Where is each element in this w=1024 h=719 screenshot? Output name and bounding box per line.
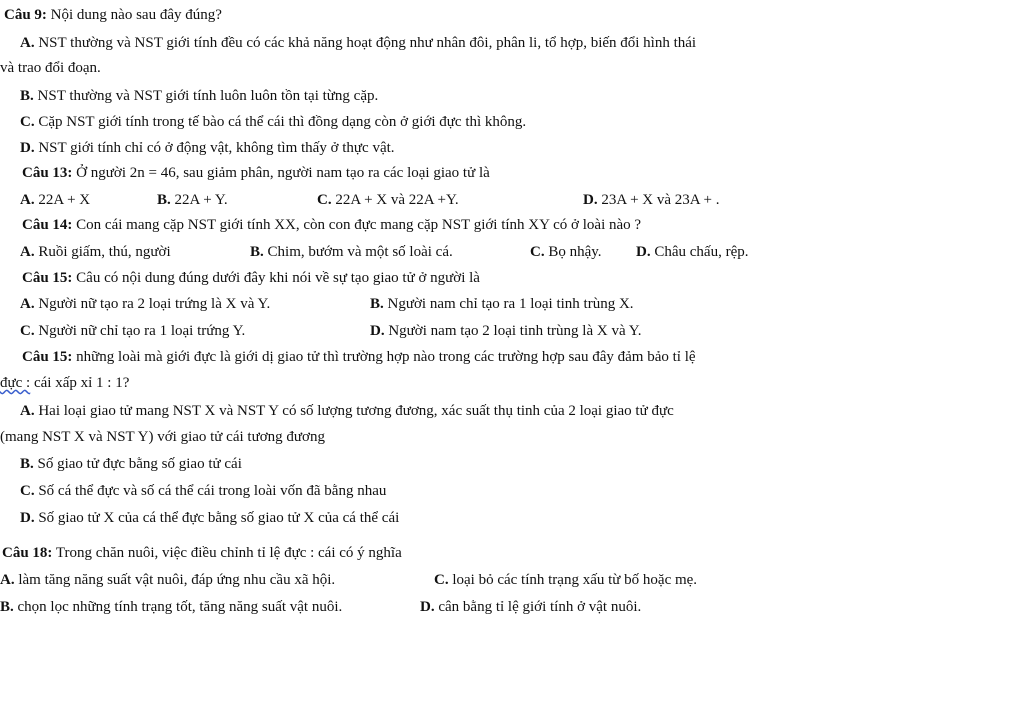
- q15b-c-label: C.: [20, 483, 35, 499]
- q9-c-label: C.: [20, 114, 35, 130]
- q13-option-d[interactable]: [583, 191, 720, 209]
- q14-c-label: C.: [530, 244, 545, 260]
- q9-option-a[interactable]: [20, 34, 696, 52]
- q15a-option-a[interactable]: [20, 295, 270, 313]
- q9-a-label: A.: [20, 35, 35, 51]
- q15b-c-text: Số cá thể đực và số cá thể cái trong loài vốn đã bằng nhau: [38, 483, 387, 499]
- q15b-stem-cont: [0, 374, 129, 392]
- q15b-d-text: Số giao tử X của cá thể đực bằng số giao tử X của cá thể cái: [38, 510, 400, 526]
- q15a-option-c[interactable]: [20, 322, 245, 340]
- q14-a-text: Ruồi giấm, thú, người: [38, 244, 171, 260]
- q14-option-c[interactable]: [530, 243, 602, 261]
- q13-c-text: 22A + X và 22A +Y.: [335, 192, 459, 208]
- q14-b-label: B.: [250, 244, 264, 260]
- q9-stem: [4, 6, 222, 24]
- q15a-label: Câu 15:: [22, 270, 73, 286]
- q15a-d-text: Người nam tạo 2 loại tinh trùng là X và Y.: [388, 323, 642, 339]
- q18-label: Câu 18:: [2, 545, 53, 561]
- q9-a-text-1: NST thường và NST giới tính đều có các khả năng hoạt động như nhân đôi, phân li, tổ hợp, biến đổi hình thái: [38, 35, 697, 51]
- q15b-a-text-2: (mang NST X và NST Y) với giao tử cái tương đương: [0, 429, 325, 445]
- q9-option-b[interactable]: [20, 87, 378, 105]
- q15a-c-label: C.: [20, 323, 35, 339]
- q18-c-label: C.: [434, 572, 449, 588]
- q15a-option-d[interactable]: [370, 322, 641, 340]
- q15a-c-text: Người nữ chỉ tạo ra 1 loại trứng Y.: [38, 323, 246, 339]
- q13-a-text: 22A + X: [38, 192, 91, 208]
- q18-b-label: B.: [0, 599, 14, 615]
- q18-text: Trong chăn nuôi, việc điều chỉnh tỉ lệ đực : cái có ý nghĩa: [55, 545, 402, 561]
- q15b-label: Câu 15:: [22, 349, 73, 365]
- q9-b-label: B.: [20, 88, 34, 104]
- q18-b-text: chọn lọc những tính trạng tốt, tăng năng suất vật nuôi.: [17, 599, 343, 615]
- q15b-b-label: B.: [20, 456, 34, 472]
- q15b-text-2a: đực :: [0, 375, 31, 391]
- q14-label: Câu 14:: [22, 217, 73, 233]
- q13-d-text: 23A + X và 23A + .: [601, 192, 720, 208]
- q14-stem: [22, 216, 641, 234]
- q14-option-b[interactable]: [250, 243, 453, 261]
- q15a-a-label: A.: [20, 296, 35, 312]
- q13-option-b[interactable]: [157, 191, 228, 209]
- q15a-b-label: B.: [370, 296, 384, 312]
- q15a-option-b[interactable]: [370, 295, 634, 313]
- q14-option-a[interactable]: [20, 243, 171, 261]
- q13-option-a[interactable]: [20, 191, 90, 209]
- q15b-option-d[interactable]: [20, 509, 399, 527]
- q18-option-a[interactable]: [0, 571, 335, 589]
- q18-option-d[interactable]: [420, 598, 641, 616]
- q14-a-label: A.: [20, 244, 35, 260]
- q15a-b-text: Người nam chỉ tạo ra 1 loại tinh trùng X.: [387, 296, 634, 312]
- q15a-d-label: D.: [370, 323, 385, 339]
- q13-b-label: B.: [157, 192, 171, 208]
- q14-b-text: Chim, bướm và một số loài cá.: [267, 244, 453, 260]
- q18-d-text: cân bằng tỉ lệ giới tính ở vật nuôi.: [438, 599, 642, 615]
- q14-c-text: Bọ nhậy.: [548, 244, 602, 260]
- q9-c-text: Cặp NST giới tính trong tế bào cá thể cái thì đồng dạng còn ở giới đực thì không.: [38, 114, 527, 130]
- q15a-stem: [22, 269, 480, 287]
- q15b-option-a-cont: [0, 428, 325, 446]
- q15b-option-a[interactable]: [20, 402, 674, 420]
- q15b-b-text: Số giao tử đực bằng số giao tử cái: [37, 456, 242, 472]
- q15b-text-1: những loài mà giới đực là giới dị giao tử thì trường hợp nào trong các trường hợp sau đây đảm bảo tỉ lệ: [76, 349, 696, 365]
- q15b-stem: [22, 348, 696, 366]
- q18-option-c[interactable]: [434, 571, 697, 589]
- q13-b-text: 22A + Y.: [174, 192, 228, 208]
- q13-d-label: D.: [583, 192, 598, 208]
- q13-text: Ở người 2n = 46, sau giảm phân, người nam tạo ra các loại giao tử là: [76, 165, 490, 181]
- q9-option-c[interactable]: [20, 113, 526, 131]
- q9-d-text: NST giới tính chỉ có ở động vật, không tìm thấy ở thực vật.: [38, 140, 395, 156]
- q15a-text: Câu có nội dung đúng dưới đây khi nói về sự tạo giao tử ở người là: [76, 270, 480, 286]
- q14-d-text: Châu chấu, rệp.: [654, 244, 749, 260]
- q9-option-a-cont: [0, 59, 101, 77]
- q15b-option-c[interactable]: [20, 482, 386, 500]
- q13-c-label: C.: [317, 192, 332, 208]
- q9-a-text-2: và trao đổi đoạn.: [0, 60, 101, 76]
- q9-text: Nội dung nào sau đây đúng?: [50, 7, 222, 23]
- q14-option-d[interactable]: [636, 243, 748, 261]
- q18-a-text: làm tăng năng suất vật nuôi, đáp ứng nhu cầu xã hội.: [18, 572, 336, 588]
- q9-d-label: D.: [20, 140, 35, 156]
- q13-option-c[interactable]: [317, 191, 459, 209]
- q18-c-text: loại bỏ các tính trạng xấu từ bố hoặc mẹ.: [452, 572, 698, 588]
- q13-label: Câu 13:: [22, 165, 73, 181]
- q15a-a-text: Người nữ tạo ra 2 loại trứng là X và Y.: [38, 296, 271, 312]
- q14-d-label: D.: [636, 244, 651, 260]
- q14-text: Con cái mang cặp NST giới tính XX, còn con đực mang cặp NST giới tính XY có ở loài nào ?: [76, 217, 642, 233]
- q18-stem: [2, 544, 402, 562]
- q13-stem: [22, 164, 490, 182]
- q15b-a-text-1: Hai loại giao tử mang NST X và NST Y có số lượng tương đương, xác suất thụ tinh của 2 loại giao tử đực: [38, 403, 674, 419]
- q9-label: Câu 9:: [4, 7, 47, 23]
- q15b-d-label: D.: [20, 510, 35, 526]
- q13-a-label: A.: [20, 192, 35, 208]
- q18-d-label: D.: [420, 599, 435, 615]
- q9-b-text: NST thường và NST giới tính luôn luôn tồn tại từng cặp.: [37, 88, 379, 104]
- q9-option-d[interactable]: [20, 139, 395, 157]
- q18-option-b[interactable]: [0, 598, 342, 616]
- q15b-text-2b: cái xấp xỉ 1 : 1?: [33, 375, 130, 391]
- q15b-a-label: A.: [20, 403, 35, 419]
- q18-a-label: A.: [0, 572, 15, 588]
- q15b-option-b[interactable]: [20, 455, 242, 473]
